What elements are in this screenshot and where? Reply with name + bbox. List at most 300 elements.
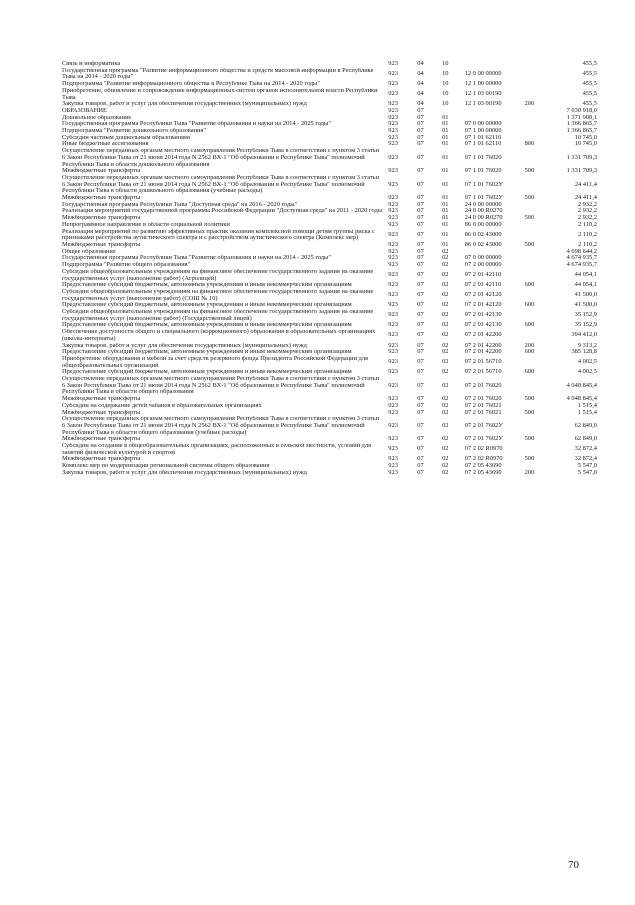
cell-expense-type: [525, 289, 556, 302]
table-row: [62, 356, 597, 369]
cell-subsection: 02: [442, 381, 449, 389]
cell-item-name: Межбюджетные трансферты: [62, 215, 141, 222]
cell-section: 07: [417, 262, 424, 269]
cell-expense-type: [525, 115, 556, 122]
cell-amount: 1 515,4: [577, 409, 597, 416]
cell-subsection: 02: [442, 271, 449, 279]
cell-item-name: Приобретение, обновление и сопровождение информационных систем органов исполнительной власти Республики Тыва: [62, 87, 378, 101]
cell-subsection: 01: [442, 195, 449, 202]
cell-item-name: Связь и информатика: [62, 61, 121, 67]
cell-item-name: Непрограммное направление в области социальной политики: [62, 221, 230, 228]
cell-item-name: Субсидии общеобразовательным учреждениям на финансовое обеспечение государственного задания на оказание государственных услуг (выполнение работ) (СОШ № 10): [62, 288, 374, 302]
cell-item-name: Подпрограмма "Развитие дошкольного образования": [62, 128, 206, 135]
cell-ministry-code: 923: [388, 349, 398, 356]
cell-ministry-code: 923: [388, 107, 398, 114]
cell-item-name: Комплекс мер по модернизации региональной системы общего образования: [62, 463, 270, 470]
cell-subsection: 02: [442, 255, 449, 262]
table-row: [62, 456, 597, 463]
cell-section: 04: [417, 101, 424, 108]
cell-amount: 4 002,5: [577, 358, 597, 366]
cell-target-article: 07 2 01 76020: [464, 381, 502, 389]
table-row: [62, 242, 597, 249]
cell-expense-type: [525, 81, 556, 88]
cell-section: 07: [417, 342, 424, 349]
cell-target-article: 07 1 01 7602У: [464, 180, 503, 188]
cell-section: 07: [417, 128, 424, 135]
cell-target-article: 07 0 00 00000: [464, 121, 502, 128]
cell-target-article: 12 1 03 00190: [464, 101, 502, 108]
table-row: [62, 195, 597, 202]
cell-target-article: 07 2 01 56710: [464, 358, 502, 366]
cell-target-article: 24 0 00 R0270: [464, 208, 503, 215]
cell-ministry-code: 923: [388, 271, 398, 279]
cell-subsection: 01: [442, 241, 449, 248]
cell-expense-type: 800: [524, 141, 535, 148]
cell-section: 07: [417, 331, 424, 339]
cell-subsection: 01: [442, 134, 449, 141]
cell-expense-type: [525, 208, 556, 215]
cell-amount: 24 411,4: [574, 180, 597, 188]
cell-section: 07: [417, 369, 424, 376]
cell-subsection: 01: [442, 121, 449, 128]
table-row: [62, 115, 597, 122]
cell-item-name: Государственная программа Республики Тыва "Развитие образования и науки на 2014 - 2025 годы": [62, 121, 331, 128]
cell-section: 07: [417, 349, 424, 356]
table-row: [62, 416, 597, 436]
table-row: [62, 135, 597, 142]
cell-expense-type: 500: [524, 396, 535, 403]
cell-item-name: Дошкольное образование: [62, 114, 132, 121]
cell-section: 07: [417, 456, 424, 463]
cell-subsection: 01: [442, 221, 449, 228]
cell-target-article: 07 2 02 R0970: [464, 456, 503, 463]
budget-table-container: [62, 61, 597, 477]
cell-target-article: 07 2 01 7602У: [464, 436, 503, 443]
table-row: [62, 68, 597, 81]
cell-amount: 2 932,2: [577, 208, 597, 215]
cell-target-article: 86 0 02 43000: [464, 230, 502, 238]
cell-subsection: 02: [442, 342, 449, 349]
cell-ministry-code: 923: [388, 248, 398, 255]
cell-target-article: 07 2 01 56710: [464, 369, 502, 376]
cell-section: 04: [417, 81, 424, 88]
cell-ministry-code: 923: [388, 101, 398, 108]
cell-subsection: 10: [442, 90, 449, 98]
table-row: [62, 436, 597, 443]
cell-subsection: 02: [442, 331, 449, 339]
cell-amount: 1 366 865,7: [566, 121, 597, 128]
cell-expense-type: [525, 269, 556, 282]
cell-ministry-code: 923: [388, 402, 398, 409]
cell-target-article: 07 2 01 42200: [464, 342, 502, 349]
cell-target-article: 07 2 01 42130: [464, 311, 502, 319]
cell-section: 07: [417, 271, 424, 279]
cell-item-name: ОБРАЗОВАНИЕ: [62, 107, 107, 114]
cell-ministry-code: 923: [388, 134, 398, 141]
cell-expense-type: [525, 108, 556, 115]
cell-amount: 455,5: [582, 61, 597, 67]
cell-amount: 41 500,0: [574, 291, 597, 299]
cell-amount: 7 030 918,0: [566, 107, 597, 114]
cell-expense-type: [525, 309, 556, 322]
table-row: [62, 81, 597, 88]
cell-target-article: 07 2 01 42200: [464, 349, 502, 356]
cell-subsection: 02: [442, 311, 449, 319]
cell-section: 07: [417, 141, 424, 148]
budget-table: [62, 61, 597, 477]
cell-ministry-code: 923: [388, 141, 398, 148]
cell-amount: 2 110,2: [578, 221, 597, 228]
cell-item-name: Подпрограмма "Развитие информационного общества в Республике Тыва на 2014 - 2020 годы": [62, 81, 320, 88]
cell-subsection: 02: [442, 456, 449, 463]
cell-expense-type: 500: [524, 409, 535, 416]
cell-amount: 1 331 709,3: [566, 168, 597, 175]
cell-target-article: [465, 108, 525, 115]
cell-target-article: 12 0 00 00000: [464, 70, 502, 78]
cell-target-article: 07 2 00 00000: [464, 262, 502, 269]
table-row: [62, 202, 597, 209]
table-row: [62, 376, 597, 396]
table-row: [62, 343, 597, 350]
cell-section: 07: [417, 107, 424, 114]
cell-target-article: 07 2 01 42120: [464, 291, 502, 299]
cell-section: 07: [417, 168, 424, 175]
cell-item-name: Подпрограмма "Развитие общего образования": [62, 262, 191, 269]
cell-amount: 5 547,0: [577, 469, 597, 476]
cell-amount: 44 054,1: [574, 271, 597, 279]
cell-section: 07: [417, 396, 424, 403]
cell-subsection: 10: [442, 70, 449, 78]
cell-subsection: 01: [442, 230, 449, 238]
cell-target-article: 86 0 00 00000: [464, 221, 502, 228]
table-row: [62, 121, 597, 128]
table-row: [62, 396, 597, 403]
table-row: [62, 101, 597, 108]
cell-subsection: 01: [442, 128, 449, 135]
cell-item-name: Межбюджетные трансферты: [62, 168, 141, 175]
cell-ministry-code: 923: [388, 456, 398, 463]
cell-expense-type: 200: [524, 469, 535, 476]
cell-amount: 41 500,0: [574, 302, 597, 309]
cell-ministry-code: 923: [388, 445, 398, 453]
cell-item-name: Осуществление переданных органам местного самоуправления Республики Тыва в соответствии с пунктом 3 статьи 6 Закон Республики Тыва от 21 июня 2014 года N 2562 ВХ-1 "Об образовании в Республике Тыва" полномочий Республики Тыва в области дошкольного образования (учебные расходы): [62, 174, 380, 195]
table-row: [62, 88, 597, 101]
table-row: [62, 215, 597, 222]
cell-expense-type: [525, 416, 556, 436]
cell-subsection: [442, 108, 465, 115]
cell-target-article: 07 1 01 7602У: [464, 195, 503, 202]
cell-target-article: 07 2 01 42130: [464, 322, 502, 329]
cell-expense-type: 600: [524, 282, 535, 289]
cell-item-name: Субсидии общеобразовательным учреждениям на финансовое обеспечение государственного задания на оказание государственных услуг (выполнение работ) (Государственный лицей): [62, 309, 374, 322]
cell-amount: 35 152,9: [574, 311, 597, 319]
cell-amount: 1 371 908,1: [566, 114, 597, 121]
cell-section: 07: [417, 208, 424, 215]
cell-item-name: Закупка товаров, работ и услуг для обеспечения государственных (муниципальных) нужд: [62, 469, 307, 476]
cell-target-article: 07 2 01 76021: [464, 409, 502, 416]
cell-item-name: Предоставление субсидий бюджетным, автономным учреждениям и иным некоммерческим организациям: [62, 282, 352, 289]
cell-subsection: 02: [442, 421, 449, 429]
cell-subsection: 01: [442, 153, 449, 161]
table-row: [62, 282, 597, 289]
cell-subsection: 02: [442, 248, 449, 255]
cell-ministry-code: 923: [388, 61, 398, 67]
cell-item-name: Межбюджетные трансферты: [62, 436, 141, 443]
table-row: [62, 403, 597, 410]
cell-amount: 455,5: [582, 90, 597, 98]
cell-amount: 32 872,4: [574, 456, 597, 463]
cell-section: 07: [417, 255, 424, 262]
cell-target-article: 07 1 00 00000: [464, 128, 502, 135]
cell-section: 07: [417, 322, 424, 329]
cell-section: 07: [417, 445, 424, 453]
cell-ministry-code: 923: [388, 121, 398, 128]
cell-target-article: 07 2 01 7602У: [464, 421, 503, 429]
cell-target-article: [465, 61, 525, 68]
cell-ministry-code: 923: [388, 409, 398, 416]
cell-expense-type: [525, 202, 556, 209]
table-row: [62, 262, 597, 269]
cell-expense-type: 600: [524, 302, 535, 309]
table-row: [62, 470, 597, 477]
cell-target-article: 07 2 01 76021: [464, 402, 502, 409]
cell-amount: 24 411,4: [574, 195, 597, 202]
cell-amount: 2 932,2: [577, 201, 597, 208]
table-row: [62, 349, 597, 356]
table-row: [62, 208, 597, 215]
cell-ministry-code: 923: [388, 291, 398, 299]
page-number: 70: [568, 859, 579, 871]
cell-ministry-code: 923: [388, 302, 398, 309]
cell-expense-type: [525, 463, 556, 470]
cell-amount: 4 002,5: [577, 369, 597, 376]
cell-expense-type: 600: [524, 369, 535, 376]
cell-amount: 44 054,1: [574, 282, 597, 289]
cell-ministry-code: 923: [388, 221, 398, 228]
cell-ministry-code: 923: [388, 381, 398, 389]
cell-subsection: 02: [442, 302, 449, 309]
cell-ministry-code: 923: [388, 255, 398, 262]
cell-ministry-code: 923: [388, 90, 398, 98]
cell-subsection: 02: [442, 322, 449, 329]
cell-item-name: Осуществление переданных органам местного самоуправления Республики Тыва в соответствии с пунктом 3 статьи 6 Закон Республики Тыва от 21 июня 2014 года N 2562 ВХ-1 "Об образовании в Республике Тыва" полномочий Республики Тыва в области дошкольного образования: [62, 148, 380, 168]
cell-target-article: 07 2 05 43690: [464, 469, 502, 476]
cell-ministry-code: 923: [388, 128, 398, 135]
cell-target-article: 07 1 01 62110: [464, 134, 502, 141]
cell-subsection: 01: [442, 215, 449, 222]
table-row: [62, 168, 597, 175]
cell-subsection: 01: [442, 141, 449, 148]
cell-target-article: [465, 115, 525, 122]
table-row: [62, 175, 597, 195]
cell-subsection: 01: [442, 180, 449, 188]
cell-section: 07: [417, 215, 424, 222]
cell-item-name: Субсидии общеобразовательным учреждениям на финансовое обеспечение государственного задания на оказание государственных услуг (выполнение работ) (Агролицей): [62, 268, 374, 282]
cell-expense-type: 200: [524, 101, 535, 108]
cell-ministry-code: 923: [388, 215, 398, 222]
cell-amount: 35 152,9: [574, 322, 597, 329]
cell-ministry-code: 923: [388, 230, 398, 238]
cell-target-article: 07 2 01 42120: [464, 302, 502, 309]
cell-target-article: 12 1 00 00000: [464, 81, 502, 88]
table-row: [62, 329, 597, 342]
cell-expense-type: 500: [524, 215, 535, 222]
cell-ministry-code: 923: [388, 342, 398, 349]
cell-item-name: Реализация мероприятий по развитию эффективных практик оказания комплексной помощи детям группы риска с признаками расстройства аутистического спектра и с расстройством аутистического спектра (Комплекс мер): [62, 228, 375, 242]
cell-expense-type: 500: [524, 241, 535, 248]
cell-section: 07: [417, 134, 424, 141]
table-row: [62, 128, 597, 135]
cell-section: 07: [417, 358, 424, 366]
cell-item-name: Предоставление субсидий бюджетным, автономным учреждениям и иным некоммерческим организациям: [62, 369, 352, 376]
cell-section: 07: [417, 201, 424, 208]
cell-ministry-code: 923: [388, 469, 398, 476]
cell-ministry-code: 923: [388, 358, 398, 366]
cell-target-article: 07 2 02 R0970: [464, 445, 503, 453]
cell-subsection: 01: [442, 168, 449, 175]
cell-ministry-code: 923: [388, 70, 398, 78]
cell-ministry-code: 923: [388, 421, 398, 429]
cell-expense-type: [525, 376, 556, 396]
cell-expense-type: 500: [524, 195, 535, 202]
cell-ministry-code: 923: [388, 195, 398, 202]
cell-item-name: Реализация мероприятий государственной программы Российской Федерации "Доступная среда" на 2011 - 2020 годы: [62, 208, 383, 215]
cell-item-name: Межбюджетные трансферты: [62, 456, 141, 463]
cell-subsection: 02: [442, 469, 449, 476]
table-row: [62, 222, 597, 229]
cell-ministry-code: 923: [388, 262, 398, 269]
cell-amount: 394 412,0: [571, 331, 597, 339]
cell-subsection: 02: [442, 282, 449, 289]
cell-amount: 4 674 935,7: [566, 262, 597, 269]
table-row: [62, 255, 597, 262]
table-row: [62, 322, 597, 329]
cell-expense-type: [525, 128, 556, 135]
table-row: [62, 108, 597, 115]
cell-amount: 4 674 935,7: [566, 255, 597, 262]
cell-item-name: Межбюджетные трансферты: [62, 241, 141, 248]
cell-amount: 1 331 709,3: [566, 153, 597, 161]
cell-section: 07: [417, 381, 424, 389]
cell-item-name: Закупка товаров, работ и услуг для обеспечения государственных (муниципальных) нужд: [62, 101, 307, 108]
cell-section: 07: [417, 469, 424, 476]
cell-item-name: Межбюджетные трансферты: [62, 409, 141, 416]
cell-section: 07: [417, 421, 424, 429]
cell-ministry-code: 923: [388, 180, 398, 188]
cell-section: 07: [417, 248, 424, 255]
cell-amount: 455,5: [582, 101, 597, 108]
cell-section: 07: [417, 121, 424, 128]
cell-amount: 1 515,4: [577, 402, 597, 409]
cell-section: 04: [417, 61, 424, 67]
cell-target-article: [465, 249, 525, 256]
cell-section: 04: [417, 70, 424, 78]
cell-target-article: 07 0 00 00000: [464, 255, 502, 262]
cell-amount: 32 872,4: [574, 445, 597, 453]
cell-amount: 4 048 845,4: [566, 381, 597, 389]
table-row: [62, 61, 597, 68]
cell-amount: 2 932,2: [577, 215, 597, 222]
cell-section: 07: [417, 114, 424, 121]
cell-section: 07: [417, 221, 424, 228]
table-row: [62, 410, 597, 417]
cell-section: 07: [417, 230, 424, 238]
table-row: [62, 148, 597, 168]
cell-section: 07: [417, 153, 424, 161]
cell-section: 04: [417, 90, 424, 98]
table-row: [62, 443, 597, 456]
cell-subsection: 02: [442, 396, 449, 403]
cell-target-article: 07 1 01 76020: [464, 153, 502, 161]
cell-expense-type: [525, 356, 556, 369]
cell-subsection: 02: [442, 402, 449, 409]
cell-target-article: 07 1 01 76020: [464, 168, 502, 175]
cell-expense-type: [525, 229, 556, 242]
cell-subsection: 01: [442, 201, 449, 208]
cell-item-name: Предоставление субсидий бюджетным, автономным учреждениям и иным некоммерческим организациям: [62, 302, 352, 309]
cell-target-article: 07 2 01 42110: [464, 282, 502, 289]
cell-section: 07: [417, 195, 424, 202]
table-row: [62, 229, 597, 242]
cell-subsection: 01: [442, 208, 449, 215]
cell-expense-type: [525, 121, 556, 128]
cell-expense-type: 200: [524, 342, 535, 349]
cell-amount: 9 313,2: [577, 342, 597, 349]
cell-ministry-code: 923: [388, 463, 398, 470]
cell-section: 07: [417, 402, 424, 409]
cell-ministry-code: 923: [388, 153, 398, 161]
cell-target-article: 07 1 01 62110: [464, 141, 502, 148]
cell-section: 07: [417, 409, 424, 416]
cell-section: 07: [417, 436, 424, 443]
cell-amount: 62 849,0: [574, 436, 597, 443]
cell-target-article: 07 2 01 42110: [464, 271, 502, 279]
cell-amount: 385 128,8: [571, 349, 597, 356]
table-row: [62, 289, 597, 302]
cell-target-article: 07 2 05 43690: [464, 463, 502, 470]
cell-section: 07: [417, 311, 424, 319]
cell-section: 07: [417, 241, 424, 248]
cell-expense-type: [525, 135, 556, 142]
cell-amount: 10 745,0: [574, 141, 597, 148]
cell-subsection: 10: [442, 81, 449, 88]
cell-expense-type: [525, 222, 556, 229]
cell-item-name: Субсидии на содержание детей чабанов в образовательных организациях: [62, 402, 262, 409]
cell-item-name: Субсидии на создание в общеобразовательных организациях, расположенных в сельской местности, условий для занятий физической культурой и спортом: [62, 443, 372, 456]
table-row: [62, 463, 597, 470]
table-row: [62, 269, 597, 282]
cell-item-name: Государственная программа Республики Тыва "Доступная среда" на 2016 - 2020 годы": [62, 201, 298, 208]
cell-target-article: 07 2 01 76020: [464, 396, 502, 403]
cell-subsection: 10: [442, 101, 449, 108]
cell-expense-type: [525, 262, 556, 269]
cell-amount: 2 110,2: [578, 241, 597, 248]
cell-ministry-code: 923: [388, 311, 398, 319]
cell-target-article: 12 1 03 00190: [464, 90, 502, 98]
cell-target-article: 24 0 00 R0270: [464, 215, 503, 222]
cell-item-name: Предоставление субсидий бюджетным, автономным учреждениям и иным некоммерческим организациям: [62, 322, 352, 329]
cell-subsection: 02: [442, 463, 449, 470]
cell-item-name: Межбюджетные трансферты: [62, 195, 141, 202]
cell-amount: 455,5: [582, 70, 597, 78]
cell-subsection: 10: [442, 61, 449, 67]
cell-expense-type: 500: [524, 168, 535, 175]
table-row: [62, 249, 597, 256]
cell-item-name: Предоставление субсидий бюджетным, автономным учреждениям и иным некоммерческим организациям: [62, 349, 352, 356]
cell-item-name: Государственная программа Республики Тыва "Развитие образования и науки на 2014 - 2025 годы": [62, 255, 331, 262]
table-row: [62, 309, 597, 322]
cell-expense-type: 600: [524, 322, 535, 329]
